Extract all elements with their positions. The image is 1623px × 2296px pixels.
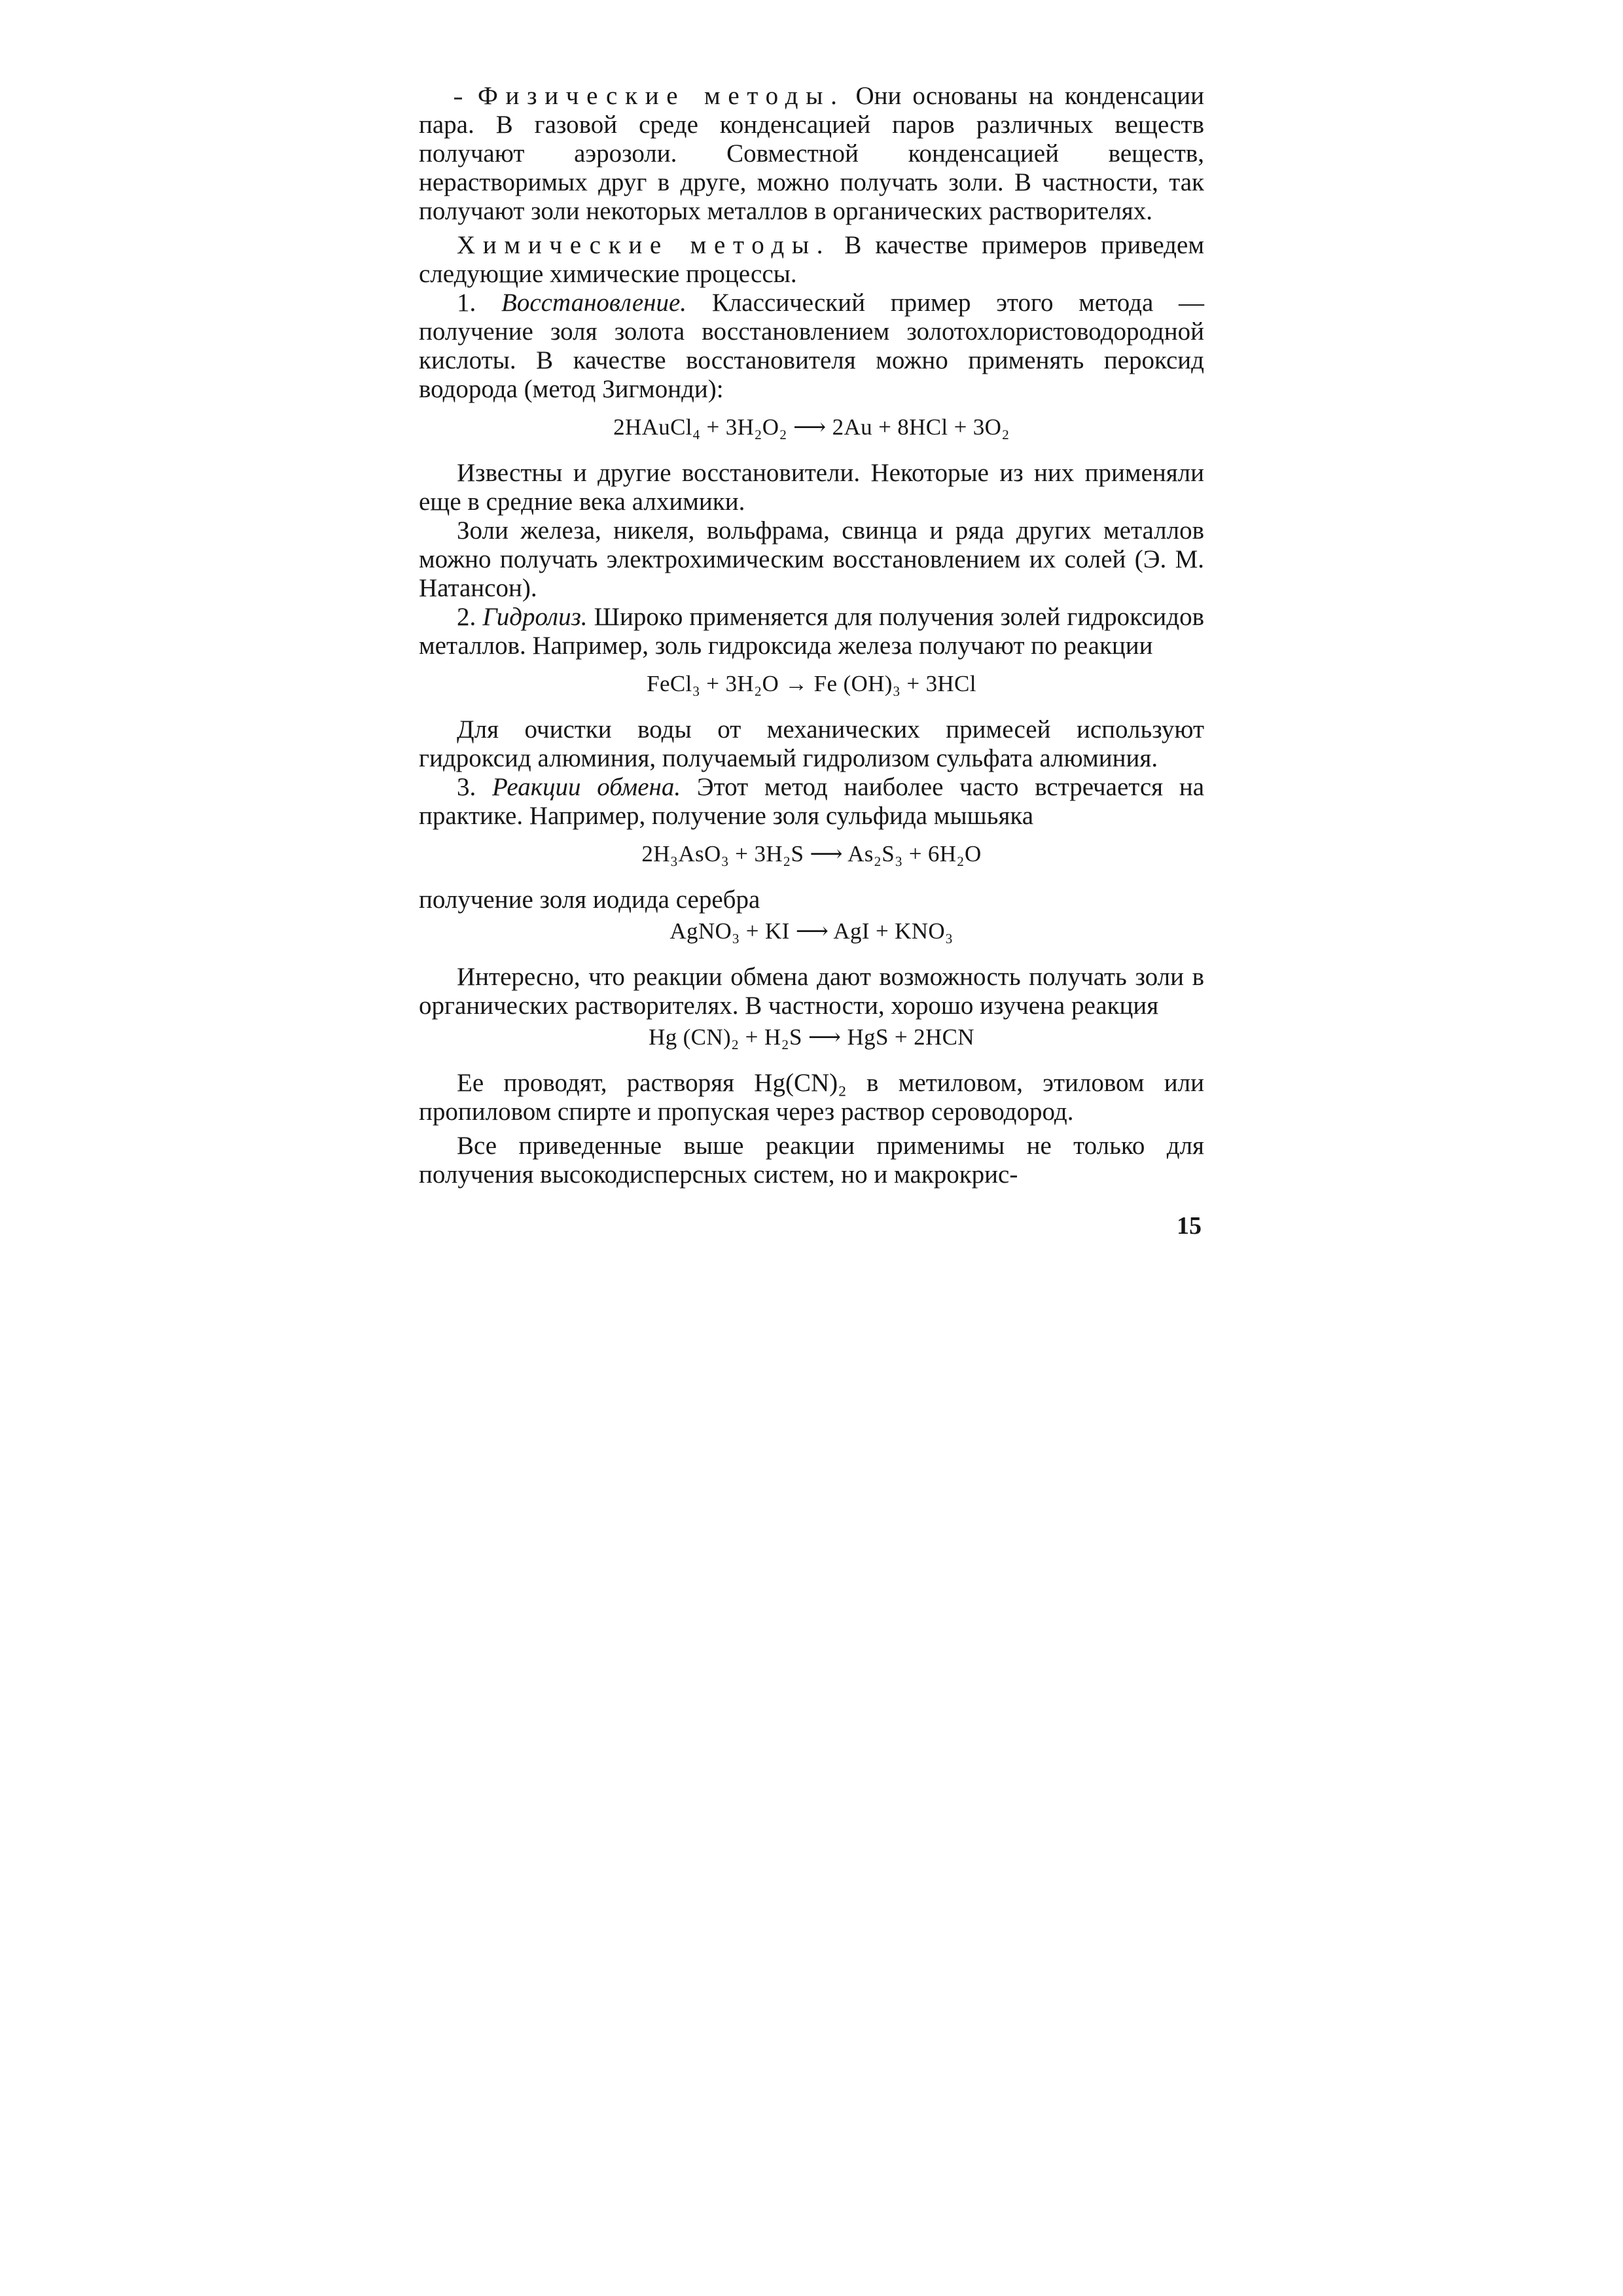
physical-methods-text: Они основаны на конденсации пара. В газовой среде конденсацией паров различных веществ получают аэрозоли. Совместной конденсацией веществ, нерастворимых друг в друге, можно получать золи. В частности, так получают золи некоторых металлов в органических растворителях. [419,82,1204,225]
procedure-formula: Hg(CN)₂ [754,1069,847,1097]
paragraph-physical-methods [419,82,1204,226]
formula-arsenic-sulfide: 2H₃AsO₃ + 3H₂S ⟶ As₂S₃ + 6H₂O [641,841,982,867]
paragraph-exchange [419,773,1204,831]
paragraph-chemical-methods [419,231,1204,289]
item1-text: Классический пример этого метода — получение золя золота восстановлением золотохлористоводородной кислоты. В качестве восстановителя можно применять пероксид водорода (метод Зигмонди): [419,289,1205,403]
formula-mercury-sulfide: Hg (CN)₂ + H₂S ⟶ HgS + 2HCN [649,1024,974,1050]
paragraph-final: Все приведенные выше реакции применимы не только для получения высокодисперсных систем, но и макрокрис- [419,1132,1204,1189]
formula-silver-iodide: AgNO₃ + KI ⟶ AgI + KNO₃ [669,918,954,944]
paragraph-other-reducers: Известны и другие восстановители. Некоторые из них применяли еще в средние века алхимики. [419,459,1204,516]
paragraph-silver-iodide: получение золя иодида серебра [419,886,760,914]
item2-title: Гидролиз. [482,603,588,631]
margin-mark [454,98,462,99]
paragraph-electrochemical: Золи железа, никеля, вольфрама, свинца и ряда других металлов можно получать электрохимическим восстановлением их солей (Э. М. Натансон). [419,516,1204,602]
formula-gold-sol: 2HAuCl₄ + 3H₂O₂ ⟶ 2Au + 8HCl + 3O₂ [613,414,1010,440]
procedure-text-end: в метиловом, этиловом или пропиловом спирте и пропуская через раствор сероводород. [419,1069,1204,1126]
paragraph-water-purification: Для очистки воды от механических примесей используют гидроксид алюминия, получаемый гидролизом сульфата алюминия. [419,715,1204,772]
book-page [419,82,1204,1240]
item2-text: Широко применяется для получения золей гидроксидов металлов. Например, золь гидроксида железа получают по реакции [419,603,1205,660]
item3-text: Этот метод наиболее часто встречается на практике. Например, получение золя сульфида мышьяка [419,773,1205,830]
heading-chemical-methods: Химические методы. [457,231,831,259]
chemical-methods-text: В качестве примеров приведем следующие химические процессы. [419,231,1205,288]
item3-number: 3. [457,773,476,801]
paragraph-hydrolysis [419,603,1204,660]
item2-number: 2. [457,603,476,631]
item1-title: Восстановление. [501,289,687,317]
paragraph-organic-solvents: Интересно, что реакции обмена дают возможность получать золи в органических растворителях. В частности, хорошо изучена реакция [419,963,1204,1020]
paragraph-procedure [419,1069,1204,1126]
procedure-text-start: Ее проводят, растворяя [457,1069,734,1097]
paragraph-reduction [419,289,1204,404]
formula-iron-hydroxide: FeCl₃ + 3H₂O → Fe (OH)₃ + 3HCl [647,671,976,696]
item3-title: Реакции обмена. [492,773,681,801]
heading-physical-methods: Физические методы. [478,82,845,110]
item1-number: 1. [457,289,476,317]
page-number: 15 [1177,1212,1202,1240]
